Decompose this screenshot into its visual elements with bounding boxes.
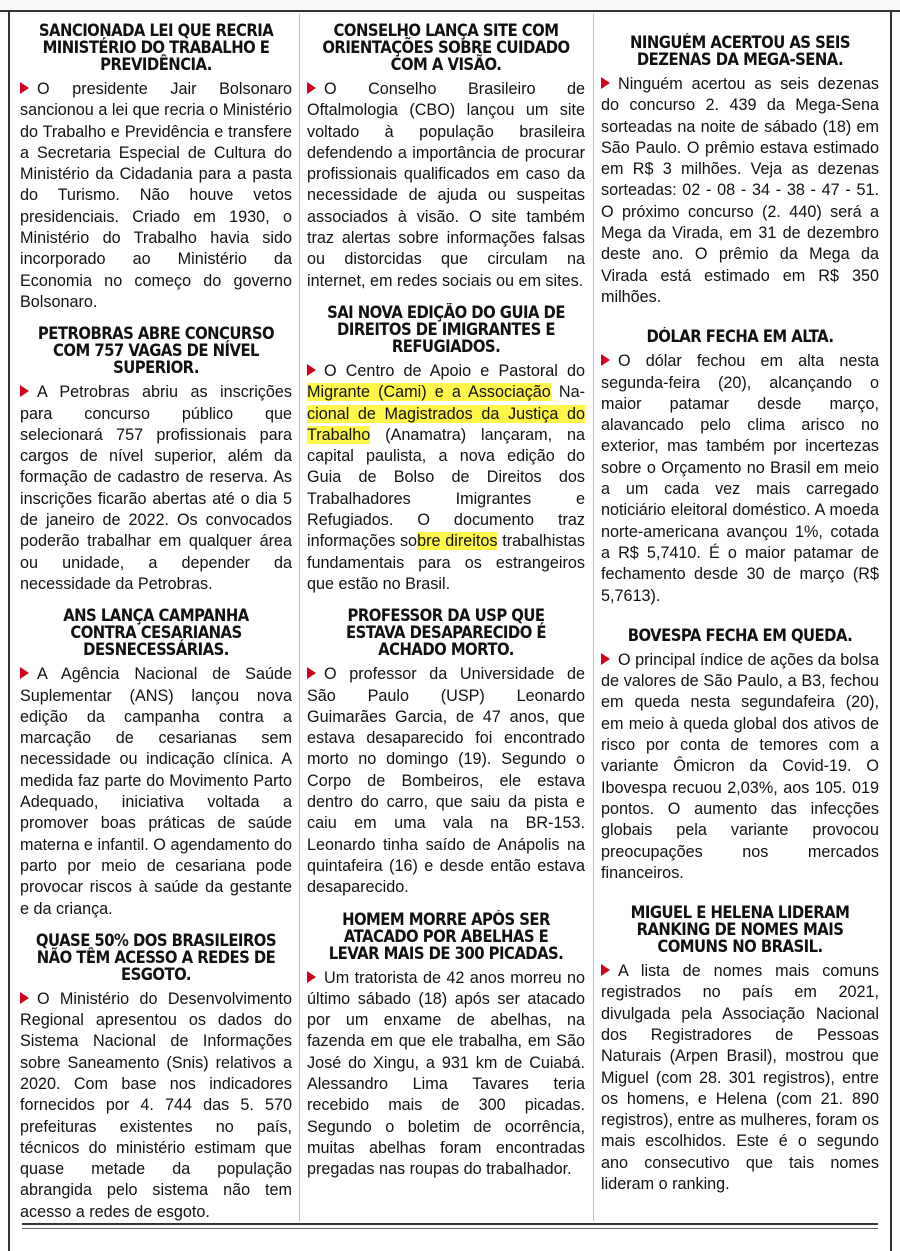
headline: PETROBRAS ABRE CONCURSO COM 757 VAGAS DE NÍVEL SUPERIOR. (37, 324, 275, 378)
article-body: O Centro de Apoio e Pastoral do Migrante (Cami) e a Associação Na-cional de Magistrados da Justiça do Trabalho (Anamatra) lançaram, na capital paulista, a nova edição do Guia de Bolso de Direitos dos Trabalhadores Imigrantes e Refugiados. O documento traz informações sobre direitos trabalhistas fundamentais para os estrangeiros que estão no Brasil. (307, 361, 586, 593)
article-dolar (601, 320, 879, 607)
red-triangle-bullet-icon (601, 964, 610, 977)
column-middle (307, 22, 585, 1192)
left-border (8, 10, 10, 1251)
column-divider-2 (593, 14, 594, 1221)
headline: BOVESPA FECHA EM QUEDA. (627, 625, 853, 645)
headline: MIGUEL E HELENA LIDERAM RANKING DE NOMES MAIS COMUNS NO BRASIL. (630, 903, 850, 957)
column-left (20, 22, 292, 1235)
headline: ANS LANÇA CAMPANHA CONTRA CESARIANAS DESNECESSÁRIAS. (63, 606, 249, 660)
highlighted-text: Migrante (Cami) e a Associação (307, 383, 551, 402)
highlighted-text: bre direitos (417, 532, 498, 551)
column-right (601, 22, 879, 1207)
red-triangle-bullet-icon (601, 653, 610, 666)
article-body: A Agência Nacional de Saúde Suplementar (ANS) lançou nova edição da campanha contra a marcação de cesarianas sem necessidade ou indicação clínica. A medida faz parte do Movimento Parto Adequado, iniciativa voltada a promover boas práticas de saúde materna e infantil. O agendamento do parto por meio de cesariana pode provocar riscos à saúde da gestante e da criança. (20, 665, 292, 918)
page-top-border (0, 0, 900, 12)
article-body: A Petrobras abriu as inscrições para concurso público que selecionará 757 profissionais para cargos de nível superior, além da formação de cadastro de reserva. As inscrições ficarão abertas até o dia 5 de janeiro de 2022. Os convocados poderão trabalhar em qualquer área ou unidade, a depender da necessidade da Petrobras. (20, 383, 292, 593)
headline: DÓLAR FECHA EM ALTA. (646, 327, 834, 347)
red-triangle-bullet-icon (20, 82, 29, 95)
red-triangle-bullet-icon (307, 82, 316, 95)
headline: CONSELHO LANÇA SITE COM ORIENTAÇÕES SOBRE CUIDADO COM A VISÃO. (322, 21, 570, 74)
red-triangle-bullet-icon (601, 354, 610, 367)
headline: HOMEM MORRE APÓS SER ATACADO POR ABELHAS E LEVAR MAIS DE 300 PICADAS. (328, 909, 564, 963)
headline: NINGUÉM ACERTOU AS SEIS DEZENAS DA MEGA-SENA. (629, 33, 850, 69)
highlighted-text: cional de Magistrados da Justiça do (307, 404, 585, 423)
right-border (890, 10, 892, 1251)
article-bovespa (601, 619, 879, 884)
highlighted-text: Trabalho (307, 425, 371, 444)
headline: QUASE 50% DOS BRASILEIROS NÃO TÊM ACESSO A REDES DE ESGOTO. (35, 930, 277, 984)
red-triangle-bullet-icon (20, 992, 29, 1005)
article-abelhas (307, 911, 585, 1181)
article-nomes (601, 896, 879, 1195)
article-body: A lista de nomes mais comuns registrados no país em 2021, divulgada pela Associação Nacional dos Registradores de Pessoas Naturais (Arpen Brasil), mostrou que Miguel (com 28. 301 registros), entre os homens, e Helena (com 21. 890 registros), entre as mulheres, foram os mais escolhidos. Este é o segundo ano consecutivo que tais nomes lideram o ranking. (601, 962, 879, 1194)
red-triangle-bullet-icon (20, 667, 29, 680)
red-triangle-bullet-icon (307, 971, 316, 984)
headline: SANCIONADA LEI QUE RECRIA MINISTÉRIO DO TRABALHO E PREVIDÊNCIA. (38, 21, 274, 74)
article-conselho (307, 22, 585, 292)
article-body: O Ministério do Desenvolvimento Regional apresentou os dados do Sistema Nacional de Informações sobre Saneamento (Snis) relativos a 2020. Com base nos indicadores fornecidos por 4. 744 das 5. 570 prefeituras existentes no país, técnicos do ministério estimam que quase metade da população abrangida pelo sistema não tem acesso a redes de esgoto. (20, 989, 292, 1221)
headline: PROFESSOR DA USP QUE ESTAVA DESAPARECIDO É ACHADO MORTO. (345, 606, 547, 660)
red-triangle-bullet-icon (20, 385, 29, 398)
article-body: O Conselho Brasileiro de Oftalmologia (CBO) lançou um site voltado à população brasileira defendendo a importância de procurar profissionais qualificados em caso da necessidade de ajuda ou suspeitas associados à visão. O site também traz alertas sobre informações falsas ou distorcidas que circulam na internet, em redes sociais ou em sites. (307, 80, 585, 290)
article-professor-usp (307, 607, 585, 898)
article-body: Ninguém acertou as seis dezenas do concurso 2. 439 da Mega-Sena sorteadas na noite de sábado (18) em São Paulo. O prêmio estava estimado em R$ 3 milhões. Veja as dezenas sorteadas: 02 - 08 - 34 - 38 - 47 - 51. O próximo concurso (2. 440) será a Mega da Virada, em 31 de dezembro deste ano. O prêmio da Mega da Virada está estimado em R$ 350 milhões. (601, 75, 879, 306)
article-mega-sena (601, 22, 879, 308)
article-guia-imigrantes (307, 304, 585, 595)
red-triangle-bullet-icon (307, 364, 316, 377)
article-lei-ministerio (20, 22, 292, 313)
red-triangle-bullet-icon (307, 667, 316, 680)
article-body: O professor da Universidade de São Paulo (USP) Leonardo Guimarães Garcia, de 47 anos, que estava desaparecido foi encontrado morto no domingo (19). Segundo o Corpo de Bombeiros, ele estava dentro do carro, que saiu da pista e caiu em uma vala na BR-153. Leonardo tinha saído de Anápolis na quintafeira (16) e desde então estava desaparecido. (307, 665, 585, 897)
article-ans (20, 607, 292, 920)
article-petrobras (20, 325, 292, 595)
article-body: O principal índice de ações da bolsa de valores de São Paulo, a B3, fechou em queda nesta segundafeira (20), em meio à queda global dos ativos de risco por conta de temores com a variante Ômicron da Covid-19. O Ibovespa recuou 2,03%, aos 105. 019 pontos. O aumento das infecções globais pela variante provocou preocupações nos mercados financeiros. (601, 650, 879, 882)
article-body: O dólar fechou em alta nesta segunda-feira (20), alcançando o maior patamar desde março, alavancado pelo clima arisco no exterior, mas também por incertezas sobre o Orçamento no Brasil em meio a um cada vez mais carregado noticiário eleitoral doméstico. A moeda norte-americana avançou 1%, cotada a R$ 5,7410. É o maior patamar de fechamento desde 30 de março (R$ 5,7613). (601, 352, 879, 605)
article-body: Um tratorista de 42 anos morreu no último sábado (18) após ser atacado por um enxame de abelhas, na fazenda em que ele trabalha, em São José do Xingu, a 931 km de Cuiabá. Alessandro Lima Tavares teria recebido mais de 300 picadas. Segundo o boletim de ocorrência, muitas abelhas foram encontradas pregadas nas roupas do trabalhador. (307, 968, 585, 1179)
article-body: O presidente Jair Bolsonaro sancionou a lei que recria o Ministério do Trabalho e Previdência e transfere a Secretaria Especial de Cultura do Ministério da Cidadania para a pasta do Turismo. Não houve vetos presidenciais. Criado em 1930, o Ministério do Trabalho havia sido incorporado ao Ministério da Economia no começo do governo Bolsonaro. (20, 80, 292, 311)
red-triangle-bullet-icon (601, 77, 610, 90)
article-esgoto (20, 932, 292, 1223)
headline: SAI NOVA EDIÇÃO DO GUIA DE DIREITOS DE IMIGRANTES E REFUGIADOS. (327, 302, 565, 356)
column-divider-1 (299, 14, 300, 1221)
